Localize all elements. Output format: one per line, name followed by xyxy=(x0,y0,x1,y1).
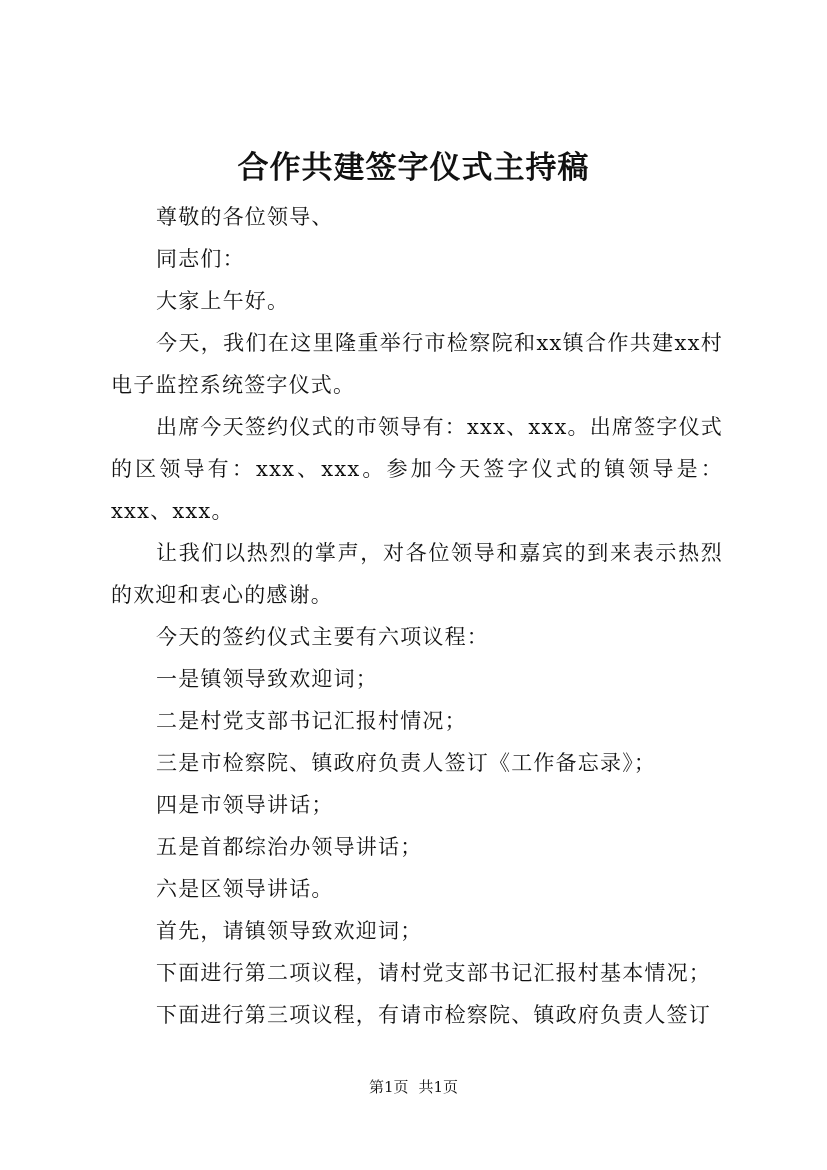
paragraph-salutation-1: 尊敬的各位领导、 xyxy=(156,205,334,229)
paragraph-welcome: 让我们以热烈的掌声，对各位领导和嘉宾的到来表示热烈的欢迎和衷心的感谢。 xyxy=(111,541,723,607)
paragraph-agenda-intro: 今天的签约仪式主要有六项议程： xyxy=(156,625,489,649)
document-title: 合作共建签字仪式主持稿 xyxy=(237,150,590,186)
paragraph-step-2: 下面进行第二项议程，请村党支部书记汇报村基本情况； xyxy=(156,961,711,985)
page-footer xyxy=(0,1077,827,1097)
agenda-item-6: 六是区领导讲话。 xyxy=(156,877,334,901)
paragraph-attendees: 出席今天签约仪式的市领导有：xxx、xxx。出席签字仪式的区领导有：xxx、xxx。参加今天签字仪式的镇领导是：xxx、xxx。 xyxy=(111,415,723,523)
agenda-item-4: 四是市领导讲话； xyxy=(156,793,334,817)
agenda-item-1: 一是镇领导致欢迎词； xyxy=(156,667,378,691)
paragraph-greeting: 大家上午好。 xyxy=(156,289,290,313)
paragraph-step-3: 下面进行第三项议程，有请市检察院、镇政府负责人签订 xyxy=(156,1003,711,1027)
document-body xyxy=(111,196,723,1036)
paragraph-salutation-2: 同志们： xyxy=(156,247,245,271)
page-number: 第1页 xyxy=(368,1078,409,1096)
agenda-item-5: 五是首都综治办领导讲话； xyxy=(156,835,423,859)
page-total: 共1页 xyxy=(418,1078,459,1096)
agenda-item-3: 三是市检察院、镇政府负责人签订《工作备忘录》； xyxy=(156,751,657,775)
agenda-item-2: 二是村党支部书记汇报村情况； xyxy=(156,709,467,733)
paragraph-introduction: 今天，我们在这里隆重举行市检察院和xx镇合作共建xx村电子监控系统签字仪式。 xyxy=(111,331,723,397)
paragraph-step-1: 首先，请镇领导致欢迎词； xyxy=(156,919,423,943)
